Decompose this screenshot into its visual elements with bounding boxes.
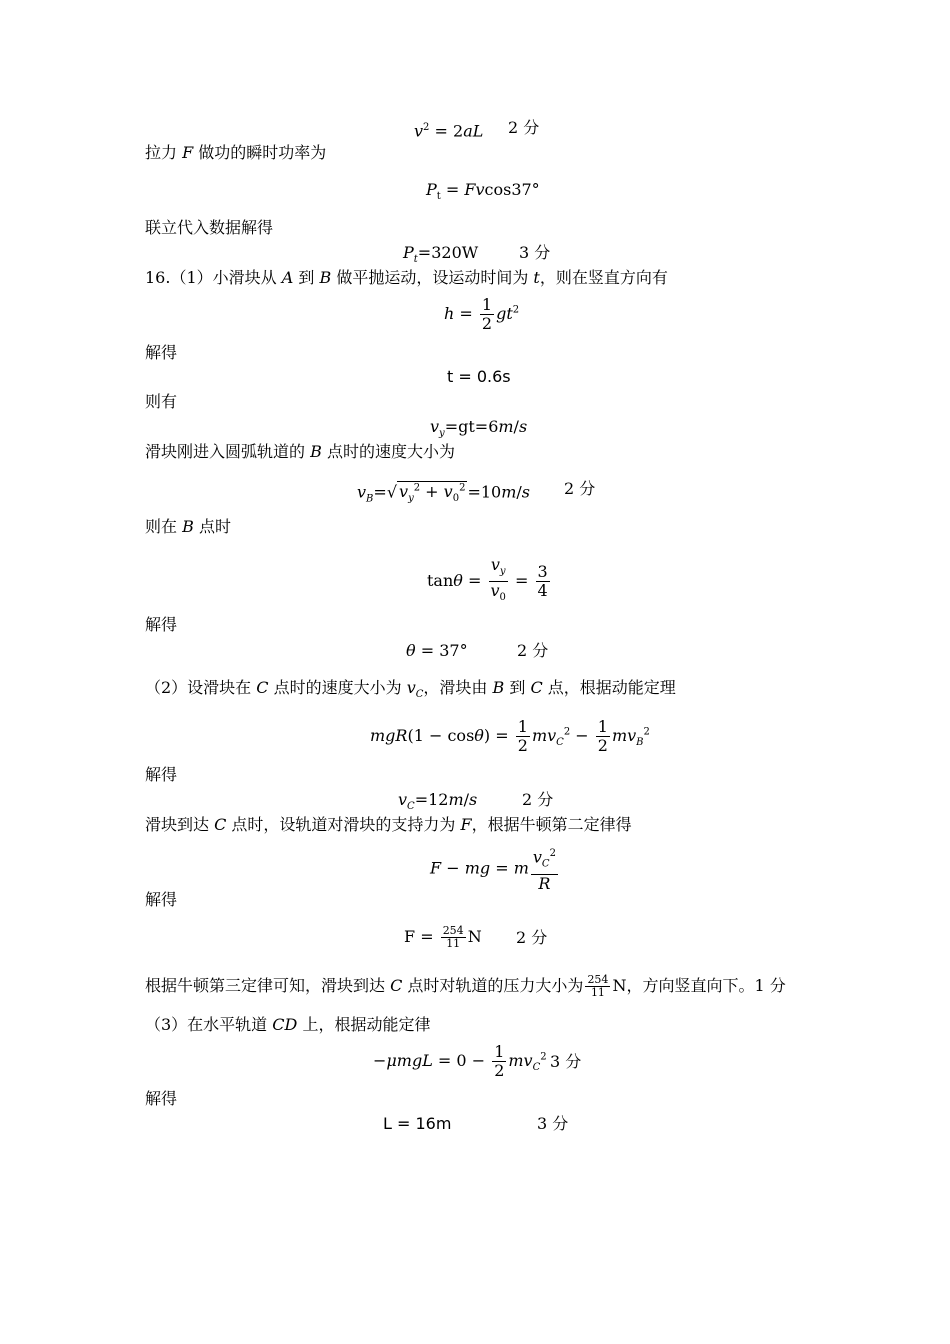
equation-vc: $v_C=12m/s$ — [398, 790, 478, 813]
equation-force: F = $\frac{254}{11}$ N — [404, 924, 482, 950]
text-combine: 联立代入数据解得 — [145, 218, 274, 237]
equation-vb: $v_B=√$ $v_y^2 + v_0^2 =10m/s$ — [357, 482, 531, 505]
equation-v-squared: $v^2 = 2aL$ — [414, 121, 484, 141]
text-solve: 解得 — [145, 765, 178, 784]
text-solve: 解得 — [145, 615, 178, 634]
score-label: 2 分 — [517, 641, 549, 660]
question-16-part3: （3）在水平轨道 CD 上，根据动能定律 — [145, 1015, 431, 1034]
score-label: 3 分 — [519, 243, 551, 262]
equation-power-value: $P_t=320W$ — [403, 243, 479, 266]
equation-cd: −μmgL = 0 − $\frac{1}{2}$ $mv_C^2$ — [373, 1042, 547, 1080]
equation-height: h = $\frac{1}{2}$ $gt^2$ — [444, 295, 520, 333]
equation-theta: θ = 37° — [406, 641, 468, 660]
text-then: 则有 — [145, 392, 178, 411]
text-third-law: 根据牛顿第三定律可知，滑块到达 C 点时对轨道的压力大小为 $\frac{254}{11}$ N，方向竖直向下。1 分 — [145, 973, 786, 999]
score-label: 3 分 — [550, 1052, 582, 1071]
text-support-force: 滑块到达 C 点时，设轨道对滑块的支持力为 F，根据牛顿第二定律得 — [145, 815, 632, 834]
score-label: 2 分 — [564, 479, 596, 498]
equation-power: $P_t = Fvcos37^\circ$ — [426, 180, 540, 203]
text-power: 拉力 F 做功的瞬时功率为 — [145, 143, 327, 162]
score-label: 2 分 — [516, 928, 548, 947]
score-label: 2 分 — [508, 118, 540, 137]
question-16-part2: （2）设滑块在 C 点时的速度大小为 $v_C$，滑块由 B 到 C 点，根据动能定理 — [145, 678, 676, 701]
equation-length: L = 16m — [383, 1114, 452, 1133]
score-label: 3 分 — [537, 1114, 569, 1133]
text-at-b: 则在 B 点时 — [145, 517, 231, 536]
equation-tan: tanθ = $\frac{v_y}{v_0}$ = $\frac{3}{4}$ — [427, 555, 548, 604]
equation-time: t = 0.6s — [447, 367, 511, 386]
text-solve: 解得 — [145, 1089, 178, 1108]
text-solve: 解得 — [145, 890, 178, 909]
text-solve: 解得 — [145, 343, 178, 362]
text-speed-b: 滑块刚进入圆弧轨道的 B 点时的速度大小为 — [145, 442, 455, 461]
score-label: 2 分 — [522, 790, 554, 809]
equation-newton: F − mg = m $\frac{v_C^2}{R}$ — [430, 845, 560, 893]
question-16-part1: 16.（1）小滑块从 A 到 B 做平抛运动，设运动时间为 t，则在竖直方向有 — [145, 268, 668, 287]
equation-vy: $v_y=gt=6m/s$ — [430, 417, 528, 440]
equation-energy: mgR(1 − cosθ) = $\frac{1}{2}$ $mv_C^2$ − $\frac{1}{2}$ $mv_B^2$ — [370, 717, 650, 755]
